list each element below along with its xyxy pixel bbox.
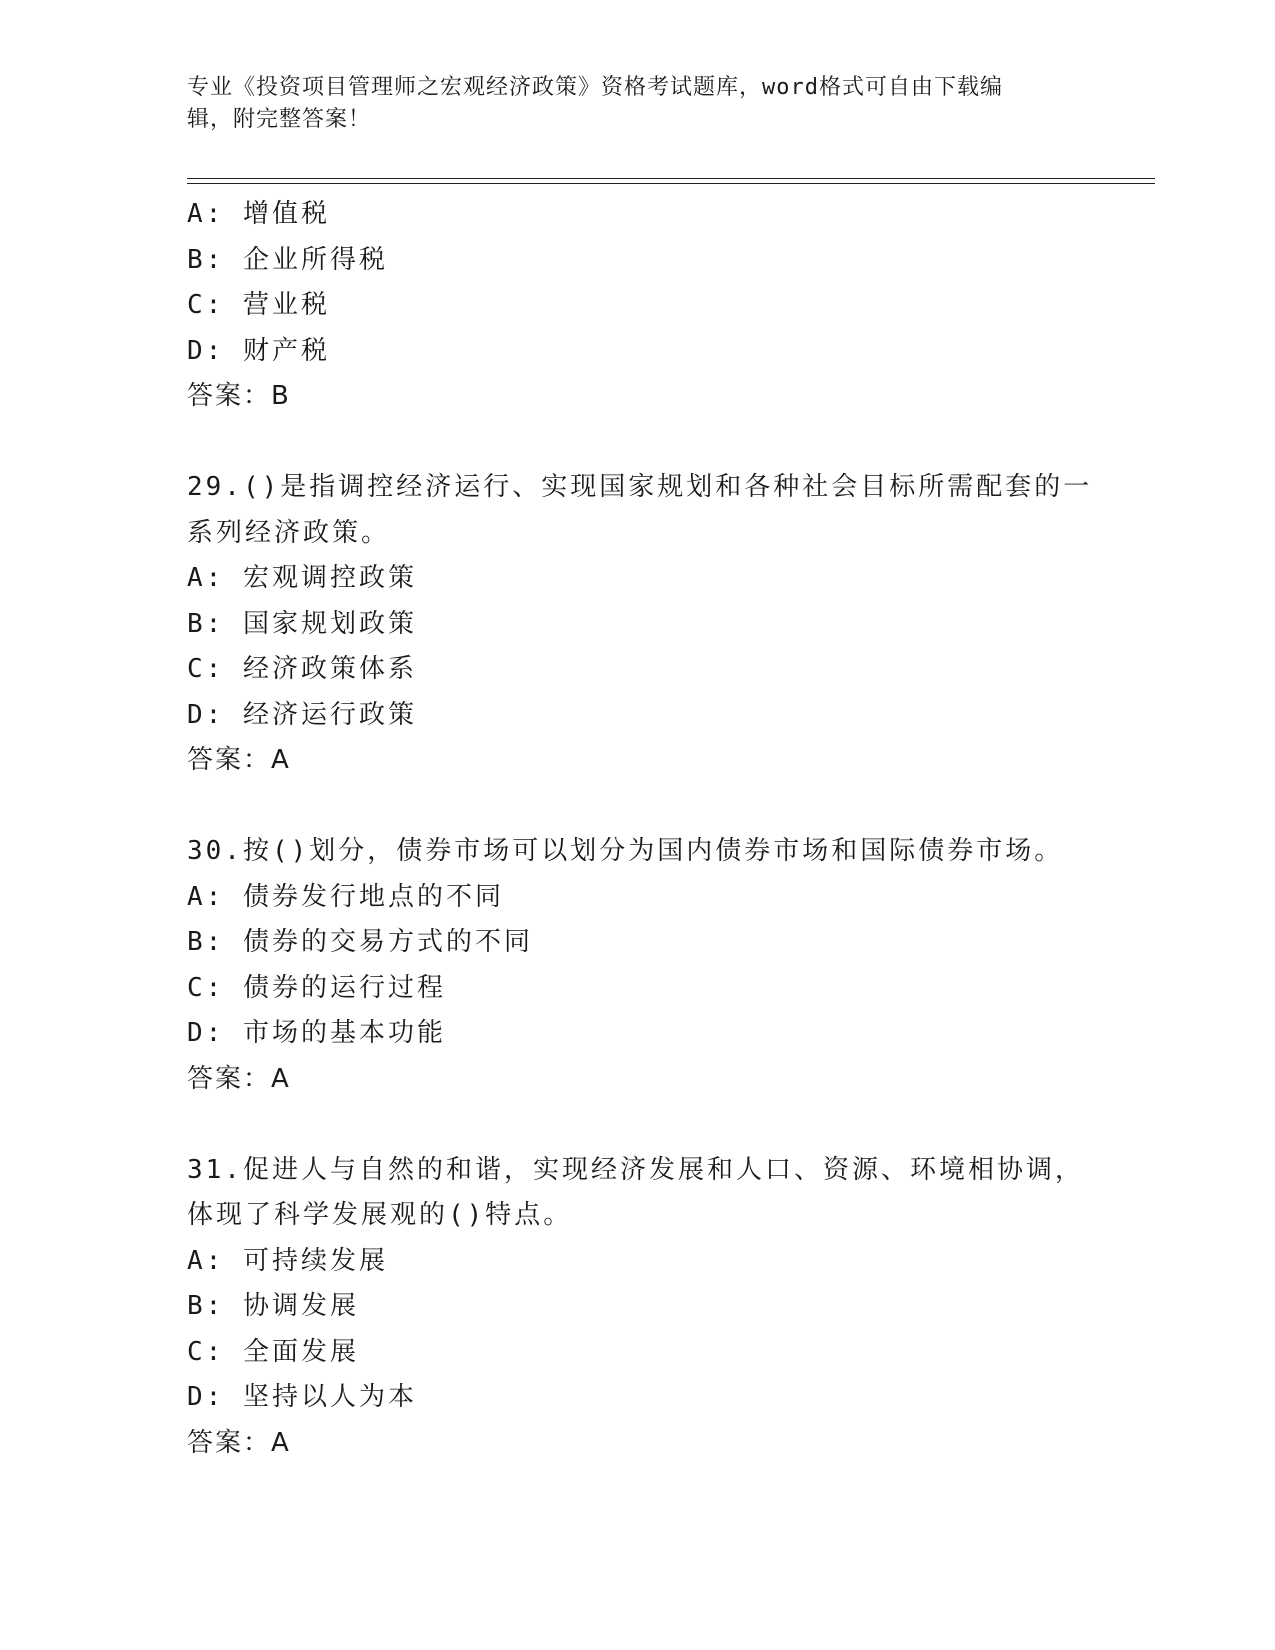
answer-line: 答案：A [187, 745, 291, 775]
question-text-line-1: 29.()是指调控经济运行、实现国家规划和各种社会目标所需配套的一 [187, 472, 1093, 502]
spacer [187, 420, 1157, 466]
question-text-line-2: 系列经济政策。 [187, 517, 391, 548]
spacer [187, 1102, 1157, 1148]
answer-line: 答案：B [187, 381, 291, 411]
option-b: B: 国家规划政策 [187, 608, 417, 639]
option-b: B: 债券的交易方式的不同 [187, 927, 533, 957]
header-line-2: 辑，附完整答案！ [187, 107, 372, 132]
option-c: C: 债券的运行过程 [187, 972, 446, 1003]
answer-line: 答案：A [187, 1063, 291, 1094]
option-a: A: 可持续发展 [187, 1245, 388, 1276]
question-text-line-1: 30.按()划分，债券市场可以划分为国内债券市场和国际债券市场。 [187, 836, 1064, 866]
question-block-31 [187, 1148, 1157, 1467]
option-c: C: 全面发展 [187, 1336, 359, 1367]
option-d: D: 市场的基本功能 [187, 1018, 446, 1048]
document-header [187, 72, 1067, 136]
option-d: D: 财产税 [187, 335, 330, 366]
question-block-30 [187, 829, 1157, 1102]
option-c: C: 经济政策体系 [187, 654, 417, 684]
question-text-line-1: 31.促进人与自然的和谐，实现经济发展和人口、资源、环境相协调， [187, 1154, 1084, 1185]
option-b: B: 企业所得税 [187, 244, 388, 275]
question-block-prev [187, 192, 1157, 420]
option-d: D: 坚持以人为本 [187, 1382, 417, 1412]
option-d: D: 经济运行政策 [187, 699, 417, 730]
option-a: A: 增值税 [187, 199, 330, 229]
question-list [187, 192, 1157, 1466]
question-text-line-2: 体现了科学发展观的()特点。 [187, 1200, 573, 1230]
question-block-29 [187, 465, 1157, 784]
option-c: C: 营业税 [187, 290, 330, 320]
spacer [187, 784, 1157, 830]
answer-line: 答案：A [187, 1427, 291, 1458]
option-a: A: 宏观调控政策 [187, 563, 417, 593]
header-line-1: 专业《投资项目管理师之宏观经济政策》资格考试题库，word格式可自由下载编 [187, 75, 1003, 100]
header-divider [187, 178, 1155, 184]
option-b: B: 协调发展 [187, 1291, 359, 1321]
option-a: A: 债券发行地点的不同 [187, 881, 504, 912]
